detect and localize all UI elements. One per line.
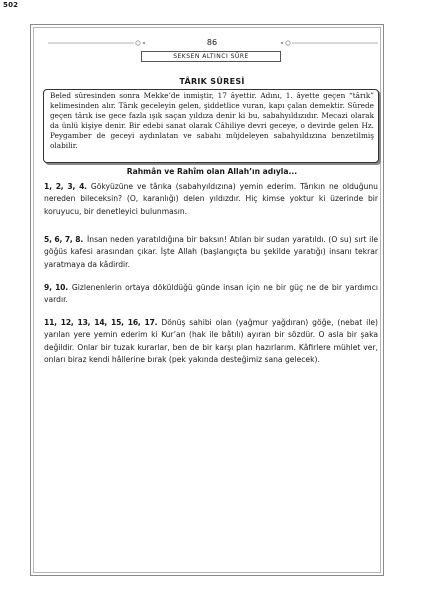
verse-paragraph [44, 181, 378, 218]
verse-number: 9, 10. [44, 283, 68, 292]
verse-text: Gökyüzüne ve târıka (sabahyıldızına) yemin ederim. Târıkın ne olduğunu nereden bileceksin? (O, karanlığı) delen yıldızdır. Hiç kimse yoktur ki üzerinde bir koruyucu, bir denetleyici bulunmasın. [44, 182, 378, 216]
verse-number: 5, 6, 7, 8. [44, 235, 84, 244]
verse-text: Dönüş sahibi olan (yağmur yağdıran) göğe, (nebat ile) yarılan yere yemin ederim ki Kur’an (hak ile bâtılı) ayıran bir sözdür. O asla bir şaka değildir. Onlar bir tuzak kurarlar, ben de bir karşı plan hazırlarım. Kâfirlere mühlet ver, onları biraz kendi hâllerine bırak (pek yakında desteğimiz sana gelecek). [44, 318, 378, 365]
verse-paragraph [44, 234, 378, 271]
intro-text: Beled sûresinden sonra Mekke’de inmiştir, 17 âyettir. Adını, 1. âyette geçen “târık” kelimesinden alır. Târık geceleyin gelen, şiddetlice vuran, kapı çalan demektir. Sûrede geçen târık ise gece fazla ışık saçan yıldıza denir ki bu, sabahyıldızıdır. Mecazi olarak da ünlü kişiye denir. Bir edebi sanat olarak Câhiliye devri geceye, o devirde gelen Hz. Peygamber de geceyi aydınlatan ve sabahı müjdeleyen sabahyıldızına benzetilmiş olabilir. [50, 91, 374, 150]
verse-number: 11, 12, 13, 14, 15, 16, 17. [44, 318, 158, 327]
sure-label-box: SEKSEN ALTINCI SÛRE [141, 51, 281, 62]
sure-number: 86 [206, 38, 218, 47]
ornament-right-icon [278, 38, 378, 48]
verse-paragraph [44, 317, 378, 367]
sure-title: TÂRIK SÛRESİ [179, 77, 245, 86]
book-page-number: 502 [3, 1, 19, 9]
verse-text: İnsan neden yaratıldığına bir baksın! Atılan bir sudan yaratıldı. (O su) sırt ile göğüs kafesi arasından çıkar. İşte Allah (başlangıçta bu şekilde yaratığı) insanı tekrar yaratmaya da kâdirdir. [44, 235, 378, 269]
basmala-heading: Rahmân ve Rahîm olan Allah’ın adıyla... [126, 167, 298, 176]
verse-text: Gizlenenlerin ortaya döküldüğü günde insan için ne bir güç ne de bir yardımcı vardır. [44, 283, 378, 305]
verse-number: 1, 2, 3, 4. [44, 182, 87, 191]
verse-paragraph [44, 282, 378, 307]
